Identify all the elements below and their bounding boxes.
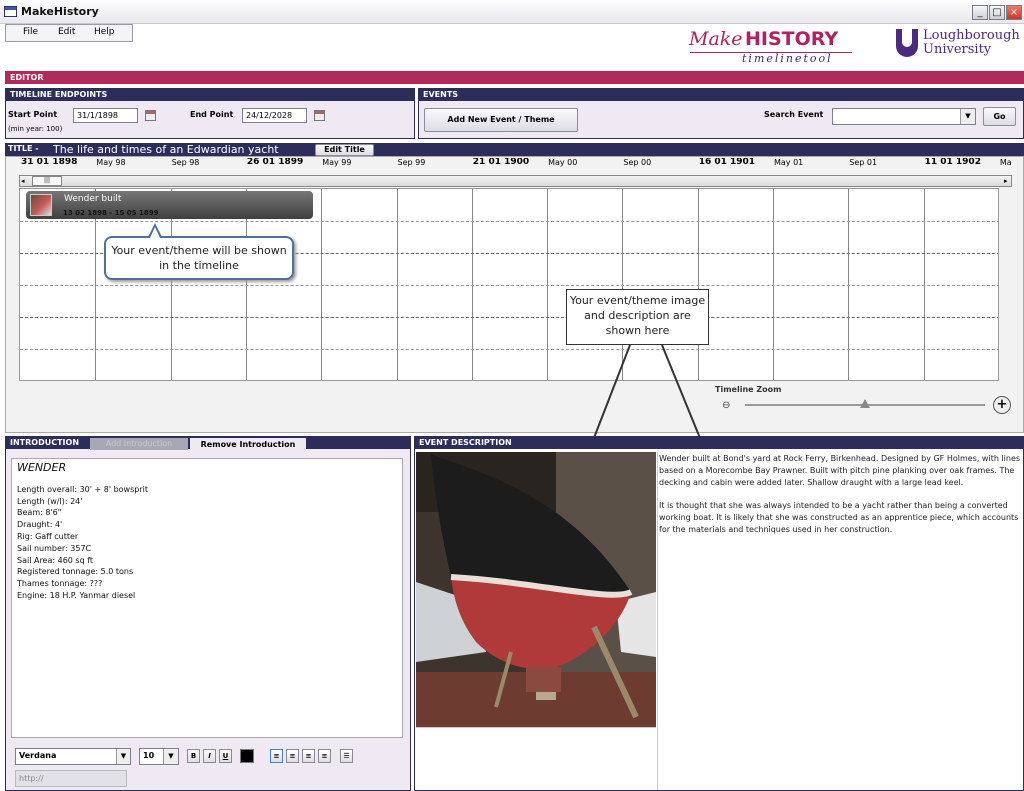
grid-row-line — [20, 349, 999, 350]
edit-title-button[interactable]: Edit Title — [315, 144, 374, 156]
grid-row-line — [20, 221, 999, 222]
callout-pointer-inner — [150, 227, 160, 238]
align-justify-icon[interactable]: ≡ — [318, 749, 331, 763]
university-name-line2: University — [923, 42, 992, 57]
timeline-tick: Sep 00 — [623, 158, 652, 167]
intro-line: Registered tonnage: 5.0 tons — [17, 567, 134, 577]
intro-lines — [17, 484, 397, 602]
menu-file[interactable]: File — [23, 27, 39, 37]
intro-line: Draught: 4' — [17, 520, 63, 530]
intro-line: Length overall: 30' + 8' bowsprit — [17, 484, 148, 494]
event-dates: 13 02 1898 - 15 05 1899 — [63, 209, 159, 217]
align-right-icon[interactable]: ≡ — [302, 749, 315, 763]
timeline-tick: May 01 — [774, 158, 804, 167]
timeline-tick: Sep 98 — [171, 158, 200, 167]
intro-line: Sail Area: 460 sq ft — [17, 555, 94, 565]
bullet-list-icon[interactable]: ☰ — [340, 749, 353, 763]
zoom-in-icon[interactable]: + — [993, 396, 1011, 414]
timeline-tick: Sep 99 — [397, 158, 426, 167]
grid-row-line — [20, 317, 999, 318]
timeline-tick: 11 01 1902 — [924, 158, 981, 167]
window-titlebar — [0, 0, 1024, 24]
font-family-select[interactable]: Verdana — [15, 748, 131, 765]
title-label: TITLE - — [8, 144, 39, 153]
grid-row-line — [20, 285, 999, 286]
intro-line: Thames tonnage: ??? — [17, 579, 103, 589]
url-input[interactable]: http:// — [15, 770, 127, 787]
menu-edit[interactable]: Edit — [58, 27, 76, 37]
go-button[interactable]: Go — [983, 107, 1016, 126]
event-description-header: EVENT DESCRIPTION — [414, 436, 1024, 449]
size-dropdown-arrow-icon[interactable]: ▼ — [163, 749, 178, 764]
callout-image: Your event/theme image and description are shown here — [566, 289, 709, 345]
close-button[interactable]: × — [1006, 5, 1022, 20]
image-footer — [416, 727, 656, 790]
timeline-tick: Sep 01 — [849, 158, 878, 167]
intro-line: Rig: Gaff cutter — [17, 531, 79, 541]
search-event-input[interactable] — [832, 108, 976, 125]
description-paragraph-1: Wender built at Bond's yard at Rock Ferry, Birkenhead. Designed by GF Holmes, with lines based on a Morecombe Bay Prawner. Built with pitch pine planking over oak frames. The decking and cabin were added later. Shallow draught with a large lead keel. — [659, 454, 1021, 487]
timeline-event-wender-built[interactable] — [26, 191, 313, 219]
timeline-tick: May 98 — [96, 158, 126, 167]
intro-line: Sail number: 357C — [17, 543, 92, 553]
intro-line: Beam: 8'6" — [17, 508, 62, 518]
start-calendar-icon[interactable] — [145, 110, 156, 121]
search-dropdown-arrow-icon[interactable]: ▼ — [960, 109, 975, 124]
intro-line: Engine: 18 H.P. Yanmar diesel — [17, 590, 136, 600]
event-description-text — [659, 453, 1021, 536]
logo-make: Make — [689, 28, 743, 50]
timeline-tick: May 99 — [322, 158, 352, 167]
endpoints-header: TIMELINE ENDPOINTS — [5, 88, 415, 101]
university-name-line1: Loughborough — [923, 28, 1020, 43]
italic-button[interactable]: I — [203, 749, 216, 763]
font-dropdown-arrow-icon[interactable]: ▼ — [116, 749, 130, 764]
scroll-right-icon[interactable]: ▸ — [1004, 177, 1008, 185]
font-size-select[interactable]: 10 — [139, 748, 179, 765]
callout-event: Your event/theme will be shown in the timeline — [104, 236, 294, 280]
scroll-thumb[interactable]: ||| — [32, 176, 62, 186]
text-color-swatch[interactable] — [240, 749, 254, 763]
window-title: MakeHistory — [21, 5, 99, 18]
zoom-out-icon[interactable]: ⊖ — [722, 400, 731, 411]
add-event-button[interactable]: Add New Event / Theme — [424, 108, 578, 132]
description-divider — [657, 452, 658, 790]
description-paragraph-2: It is thought that she was always intended to be a yacht rather than being a converted working boat. It is likely that she was constructed as an apprentice piece, which accounts for the materials and techniques used in her construction. — [659, 501, 1019, 534]
event-thumbnail — [30, 194, 52, 216]
timeline-tick: May 00 — [548, 158, 578, 167]
timeline-scrollbar[interactable] — [19, 175, 1012, 187]
add-introduction-tab[interactable]: Add Introduction — [90, 438, 188, 450]
start-point-input[interactable]: 31/1/1898 — [73, 108, 138, 123]
logo-timelinetool: timelinetool — [742, 52, 833, 65]
menu-help[interactable]: Help — [94, 27, 115, 37]
end-calendar-icon[interactable] — [314, 110, 325, 121]
remove-introduction-tab[interactable]: Remove Introduction — [190, 438, 306, 451]
timeline-ruler — [19, 158, 1014, 172]
timeline-title: The life and times of an Edwardian yacht — [53, 143, 279, 156]
timeline-tick: 31 01 1898 — [21, 158, 78, 167]
zoom-slider-thumb[interactable] — [860, 399, 870, 408]
timeline-tick: 16 01 1901 — [698, 158, 756, 167]
minimize-button[interactable]: _ — [972, 5, 988, 20]
maximize-button[interactable]: □ — [989, 5, 1005, 20]
event-image — [416, 452, 656, 727]
timeline-tick: 21 01 1900 — [472, 158, 530, 167]
align-left-icon[interactable]: ≡ — [270, 749, 283, 763]
scroll-left-icon[interactable]: ◂ — [21, 177, 25, 185]
introduction-text-area[interactable] — [11, 458, 403, 738]
align-center-icon[interactable]: ≡ — [286, 749, 299, 763]
min-year-note: (min year: 100) — [8, 125, 63, 133]
start-point-label: Start Point — [8, 110, 58, 119]
app-icon — [4, 6, 17, 17]
end-point-label: End Point — [190, 110, 234, 119]
intro-line: Length (w/l): 24' — [17, 496, 83, 506]
bold-button[interactable]: B — [187, 749, 200, 763]
university-shield-icon — [896, 29, 918, 57]
event-name: Wender built — [64, 194, 122, 204]
introduction-header: INTRODUCTION — [5, 436, 411, 449]
underline-button[interactable]: U — [219, 749, 232, 763]
editor-header: EDITOR — [5, 71, 1024, 84]
intro-heading: WENDER — [17, 461, 67, 474]
events-header: EVENTS — [418, 88, 1024, 101]
search-event-label: Search Event — [764, 110, 824, 119]
end-point-input[interactable]: 24/12/2028 — [242, 108, 307, 123]
timeline-tick: Ma — [999, 158, 1012, 167]
timeline-tick: 26 01 1899 — [246, 158, 304, 167]
logo-history: HISTORY — [745, 28, 839, 50]
zoom-label: Timeline Zoom — [715, 385, 782, 394]
